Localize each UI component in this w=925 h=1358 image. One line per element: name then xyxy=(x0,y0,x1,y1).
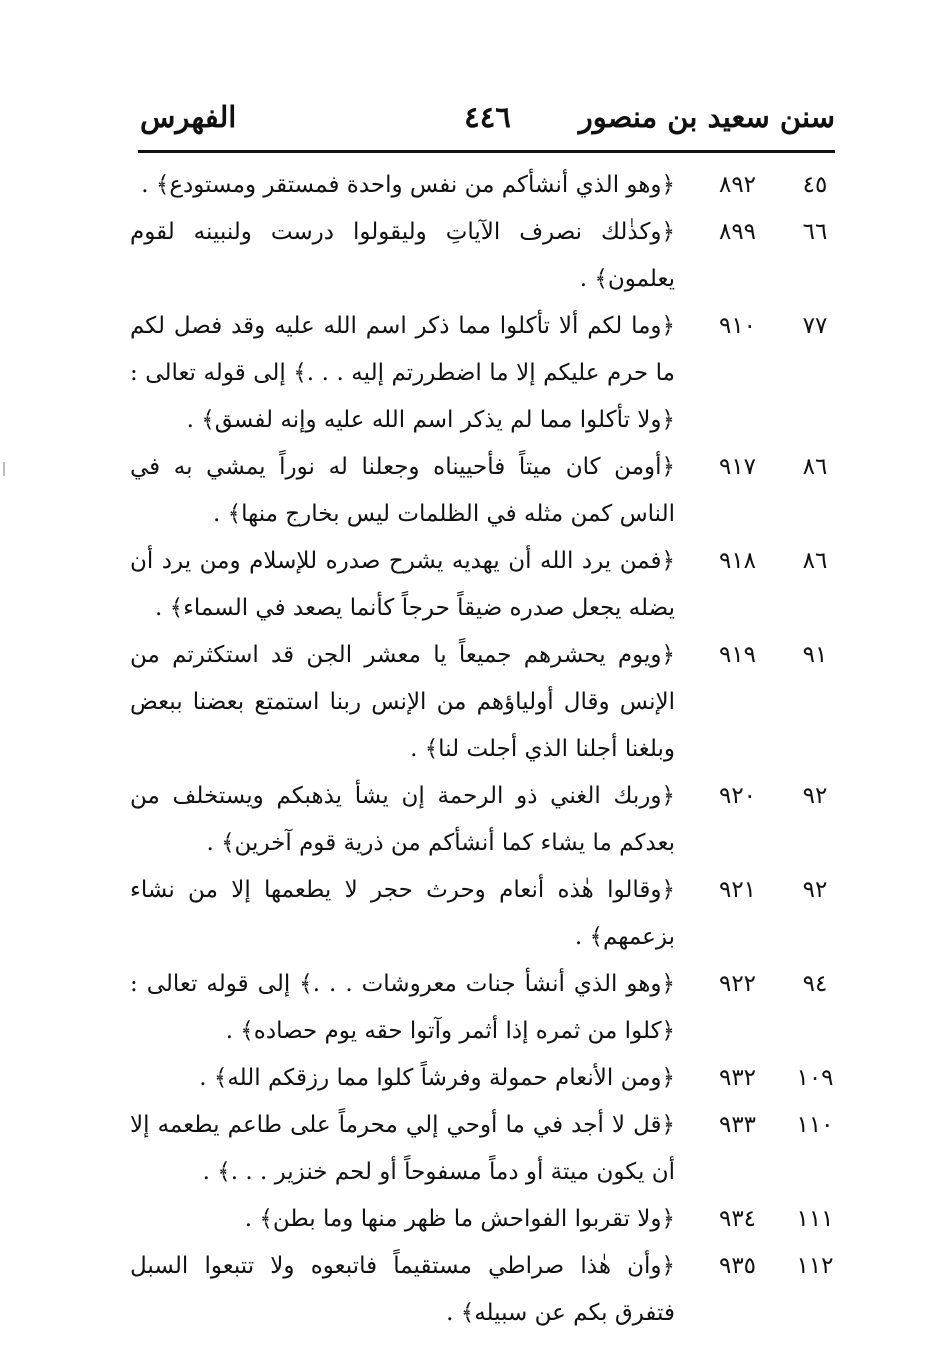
verse-number: ٩٤ xyxy=(802,971,828,997)
book-title: سنن سعيد بن منصور xyxy=(578,100,835,134)
verse-number: ٩٢ xyxy=(802,877,828,903)
hadith-number: ٩٢٠ xyxy=(718,783,757,809)
verse-text: ﴿وهو الذي أنشأكم من نفس واحدة فمستقر ومستودع﴾ . xyxy=(141,172,675,198)
index-entry xyxy=(130,538,835,632)
verse-number: ٨٦ xyxy=(802,548,828,574)
verse-text: ﴿وما لكم ألا تأكلوا مما ذكر اسم الله عليه وقد فصل لكم ما حرم عليكم إلا ما اضطررتم إليه . . .﴾ إلى قوله تعالى : ﴿ولا تأكلوا مما لم يذكر اسم الله عليه وإنه لفسق﴾ . xyxy=(130,313,675,433)
index-entry xyxy=(130,1055,835,1102)
index-entry xyxy=(130,632,835,773)
verse-text: ﴿وقالوا هٰذه أنعام وحرث حجر لا يطعمها إلا من نشاء بزعمهم﴾ . xyxy=(130,877,675,950)
index-entry xyxy=(130,1196,835,1243)
verse-text: ﴿أومن كان ميتاً فأحييناه وجعلنا له نوراً يمشي به في الناس كمن مثله في الظلمات ليس بخارج منها﴾ . xyxy=(130,454,675,527)
verse-text: ﴿ومن الأنعام حمولة وفرشاً كلوا مما رزقكم الله﴾ . xyxy=(199,1065,675,1091)
hadith-number: ٩٢١ xyxy=(718,877,757,903)
verse-text: ﴿ويوم يحشرهم جميعاً يا معشر الجن قد استكثرتم من الإنس وقال أولياؤهم من الإنس ربنا استمتع بعضنا ببعض وبلغنا أجلنا الذي أجلت لنا﴾ . xyxy=(130,642,675,762)
index-entry xyxy=(130,773,835,867)
hadith-number: ٨٩٩ xyxy=(718,219,757,245)
running-header xyxy=(140,100,835,144)
hadith-number: ٩٣٢ xyxy=(718,1065,757,1091)
header-rule xyxy=(138,150,835,153)
verse-number: ٧٧ xyxy=(802,313,828,339)
verse-number: ١١١ xyxy=(796,1206,834,1232)
verse-number: ٩٢ xyxy=(802,783,828,809)
verse-number: ٦٦ xyxy=(802,219,828,245)
verse-number: ٨٦ xyxy=(802,454,828,480)
index-entry xyxy=(130,961,835,1055)
verse-text: ﴿وهو الذي أنشأ جنات معروشات . . .﴾ إلى قوله تعالى : ﴿كلوا من ثمره إذا أثمر وآتوا حقه يوم حصاده﴾ . xyxy=(130,971,675,1044)
verse-text: ﴿ولا تقربوا الفواحش ما ظهر منها وما بطن﴾ . xyxy=(244,1206,675,1232)
index-entry xyxy=(130,303,835,444)
index-entry xyxy=(130,162,835,209)
verse-number: ٩١ xyxy=(802,642,828,668)
verse-number: ١١٠ xyxy=(796,1112,834,1138)
verse-number: ٤٥ xyxy=(802,172,828,198)
hadith-number: ٩٣٣ xyxy=(718,1112,757,1138)
index-entry xyxy=(130,1243,835,1337)
hadith-number: ٨٩٢ xyxy=(718,172,757,198)
verse-text: ﴿وكذٰلك نصرف الآياتِ وليقولوا درست ولنبينه لقوم يعلمون﴾ . xyxy=(130,219,675,292)
index-entries xyxy=(130,162,835,1337)
hadith-number: ٩١٩ xyxy=(718,642,757,668)
verse-number: ١١٢ xyxy=(796,1253,834,1279)
section-title: الفهرس xyxy=(140,100,237,134)
hadith-number: ٩٣٥ xyxy=(718,1253,757,1279)
hadith-number: ٩١٨ xyxy=(718,548,757,574)
verse-text: ﴿فمن يرد الله أن يهديه يشرح صدره للإسلام ومن يرد أن يضله يجعل صدره ضيقاً حرجاً كأنما يصعد في السماء﴾ . xyxy=(130,548,675,621)
index-entry xyxy=(130,444,835,538)
index-entry xyxy=(130,1102,835,1196)
scan-edge-mark xyxy=(3,462,5,476)
index-entry xyxy=(130,867,835,961)
hadith-number: ٩١٠ xyxy=(718,313,757,339)
verse-text: ﴿وأن هٰذا صراطي مستقيماً فاتبعوه ولا تتبعوا السبل فتفرق بكم عن سبيله﴾ . xyxy=(130,1253,675,1326)
verse-number: ١٠٩ xyxy=(796,1065,834,1091)
hadith-number: ٩٣٤ xyxy=(718,1206,757,1232)
verse-text: ﴿وربك الغني ذو الرحمة إن يشأ يذهبكم ويستخلف من بعدكم ما يشاء كما أنشأكم من ذرية قوم آخرين﴾ . xyxy=(130,783,675,856)
hadith-number: ٩٢٢ xyxy=(718,971,757,997)
hadith-number: ٩١٧ xyxy=(718,454,757,480)
verse-text: ﴿قل لا أجد في ما أوحي إلي محرماً على طاعم يطعمه إلا أن يكون ميتة أو دماً مسفوحاً أو لحم خنزير . . .﴾ . xyxy=(130,1112,675,1185)
page-number: ٤٤٦ xyxy=(464,100,511,134)
index-entry xyxy=(130,209,835,303)
